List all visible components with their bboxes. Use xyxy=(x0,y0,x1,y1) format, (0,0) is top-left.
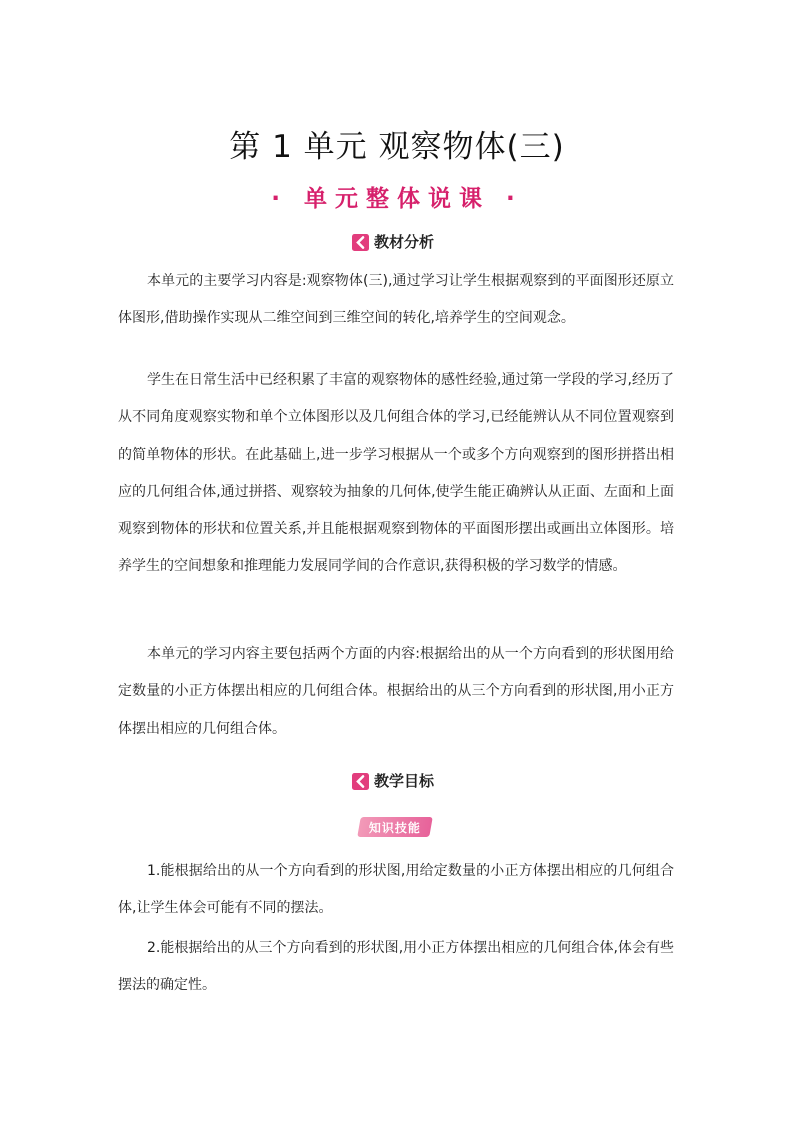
unit-banner: · 单元整体说课 · xyxy=(271,186,523,212)
analysis-paragraph-2: 学生在日常生活中已经积累了丰富的观察物体的感性经验,通过第一学段的学习,经历了从不同角度观察实物和单个立体图形以及几何组合体的学习,已经能辨认从不同位置观察到的简单物体的形状。在此基础上,进一步学习根据从一个或多个方向观察到的图形拼搭出相应的几何组合体,通过拼搭、观察较为抽象的几何体,使学生能正确辨认从正面、左面和上面观察到物体的形状和位置关系,并且能根据观察到物体的平面图形摆出或画出立体图形。培养学生的空间想象和推理能力发展同学间的合作意识,获得积极的学习数学的情感。 xyxy=(118,372,674,575)
goal-paragraph-2: 2.能根据给出的从三个方向看到的形状图,用小正方体摆出相应的几何组合体,体会有些摆法的确定性。 xyxy=(118,940,674,994)
section-heading-goals xyxy=(352,768,434,794)
section-label-goals: 教学目标 xyxy=(374,770,434,793)
section-label-analysis: 教材分析 xyxy=(374,231,434,254)
page-title: 第 1 单元 观察物体(三) xyxy=(229,128,565,165)
goal-paragraph-1: 1.能根据给出的从一个方向看到的形状图,用给定数量的小正方体摆出相应的几何组合体,让学生体会可能有不同的摆法。 xyxy=(118,863,674,917)
section-heading-analysis xyxy=(352,229,434,255)
knowledge-skill-label: 知识技能 xyxy=(368,820,421,835)
analysis-paragraph-3: 本单元的学习内容主要包括两个方面的内容:根据给出的从一个方向看到的形状图用给定数量的小正方体摆出相应的几何组合体。根据给出的从三个方向看到的形状图,用小正方体摆出相应的几何组合体。 xyxy=(118,646,674,737)
section-marker-icon xyxy=(352,773,369,790)
analysis-paragraph-1: 本单元的主要学习内容是:观察物体(三),通过学习让学生根据观察到的平面图形还原立体图形,借助操作实现从二维空间到三维空间的转化,培养学生的空间观念。 xyxy=(118,273,674,327)
knowledge-skill-tag xyxy=(357,817,433,837)
section-marker-icon xyxy=(352,234,369,251)
